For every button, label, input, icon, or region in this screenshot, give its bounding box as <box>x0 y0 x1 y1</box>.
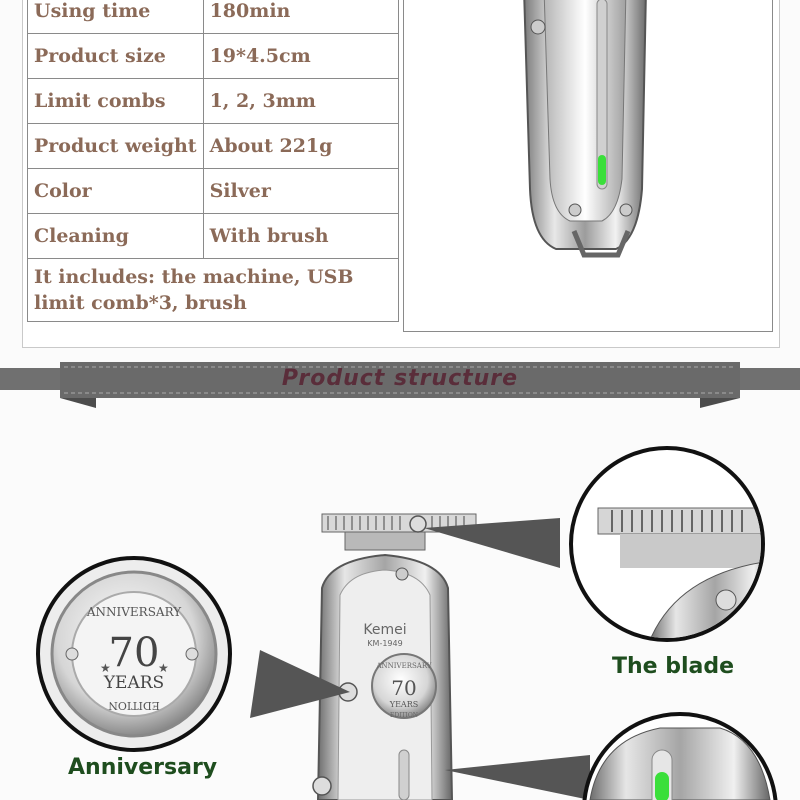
body-badge-word: YEARS <box>389 700 419 709</box>
section-title: Product structure <box>281 366 519 391</box>
badge-word: YEARS <box>103 673 165 693</box>
badge-number: 70 <box>108 630 160 676</box>
spec-value: 19*4.5cm <box>203 34 398 79</box>
spec-label: Cleaning <box>28 214 204 259</box>
body-badge-bottom: EDITION <box>389 712 419 719</box>
spec-label: Product weight <box>28 124 204 169</box>
table-row <box>28 214 399 259</box>
spec-value: About 221g <box>203 124 398 169</box>
badge-bottom-text: EDITION <box>108 699 160 712</box>
spec-value: 180min <box>203 0 398 34</box>
star-icon: ★ <box>158 661 169 675</box>
table-row <box>28 0 399 34</box>
model-label: KM-1949 <box>367 639 403 648</box>
includes-text: It includes: the machine, USB limit comb*3, brush <box>28 259 399 322</box>
spec-value: With brush <box>203 214 398 259</box>
table-row <box>28 34 399 79</box>
product-photo-frame <box>403 0 773 332</box>
spec-table <box>27 0 399 322</box>
spec-label: Product size <box>28 34 204 79</box>
badge-top-text: ANNIVERSARY <box>86 605 182 619</box>
trimmer-top-image <box>404 0 773 332</box>
spec-value: 1, 2, 3mm <box>203 79 398 124</box>
spec-value: Silver <box>203 169 398 214</box>
body-badge-top: ANNIVERSARY <box>376 662 432 670</box>
star-icon: ★ <box>100 661 111 675</box>
blade-caption: The blade <box>612 654 735 679</box>
anniversary-caption: Anniversary <box>68 755 218 780</box>
spec-label: Limit combs <box>28 79 204 124</box>
table-row <box>28 79 399 124</box>
spec-label: Color <box>28 169 204 214</box>
table-row <box>28 124 399 169</box>
table-row <box>28 169 399 214</box>
table-row <box>28 259 399 322</box>
body-badge-number: 70 <box>391 676 417 700</box>
brand-label: Kemei <box>363 622 407 638</box>
product-structure-image <box>0 410 800 800</box>
spec-label: Using time <box>28 0 204 34</box>
